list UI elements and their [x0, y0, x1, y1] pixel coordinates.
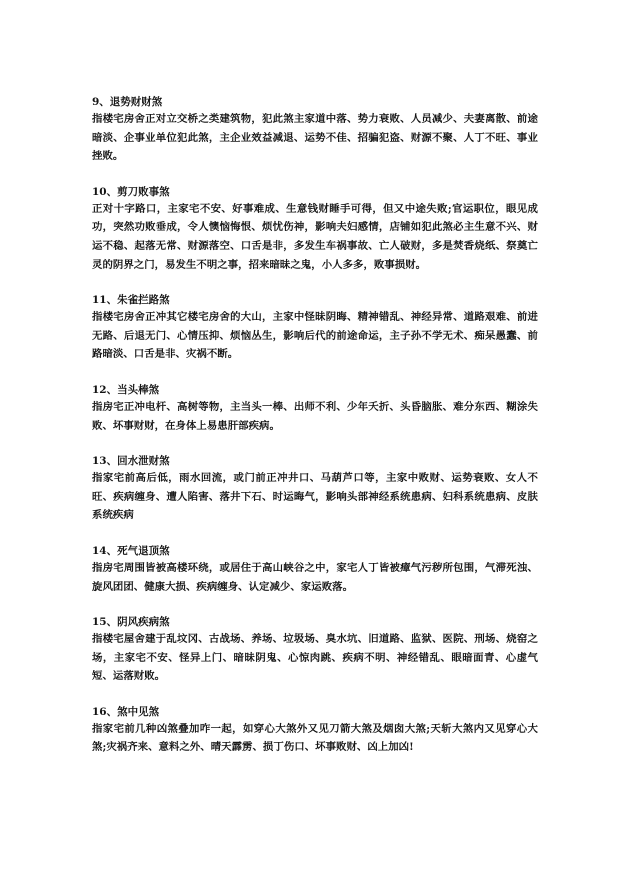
- section-title: 15、阴风疾病煞: [92, 616, 170, 629]
- section-9: [92, 94, 538, 166]
- section-title: 16、煞中见煞: [92, 705, 160, 718]
- section-title: 14、死气退顶煞: [92, 544, 170, 557]
- section-text: 指房宅正冲电杆、高树等物，主当头一棒、出师不利、少年夭折、头昏脑胀、难分东西、糊涂失败、坏事财财，在身体上易患肝部疾病。: [92, 400, 538, 432]
- section-text: 指楼宅房舍正对立交桥之类建筑物，犯此煞主家道中落、势力衰败、人员减少、夫妻离散、前途暗淡、企事业单位犯此煞，主企业效益减退、运势不佳、招骗犯盗、财源不聚、人丁不旺、事业挫败。: [92, 113, 538, 163]
- section-14: [92, 543, 538, 596]
- section-title: 12、当头棒煞: [92, 383, 160, 396]
- section-title: 9、退势财财煞: [92, 96, 163, 108]
- section-title: 10、剪刀败事煞: [92, 185, 170, 198]
- section-text: 指楼宅屋舍建于乱坟冈、古战场、养场、垃圾场、臭水坑、旧道路、监狱、医院、刑场、烧窑之场，主家宅不安、怪异上门、暗昧阴鬼、心惊肉跳、疾病不明、神经错乱、眼暗面青、心虚气短、运落财败。: [92, 633, 538, 683]
- section-text: 正对十字路口，主家宅不安、好事难成、生意钱财睡手可得，但又中途失败;官运职位，眼见成功，突然功败垂成，令人懊恼悔恨、烦忧伤神，影响夫妇感情，店铺如犯此煞必主生意不兴、财运不稳、起落无常、财源落空、口舌是非，多发生车祸事故、亡人破财，多是焚香烧纸、祭奠亡灵的阴界之门，易发生不明之事，招来暗昧之鬼，小人多多，败事损财。: [92, 202, 538, 271]
- document-page: [92, 94, 538, 775]
- section-11: [92, 292, 538, 364]
- section-title: 11、朱雀拦路煞: [92, 294, 170, 307]
- section-text: 指家宅前高后低，雨水回流，或门前正冲井口、马葫芦口等，主家中败财、运势衰败、女人不旺、疾病缠身、遭人陷害、落井下石、时运晦气，影响头部神经系统患病、妇科系统患病、皮肤系统疾病: [92, 472, 538, 522]
- section-15: [92, 614, 538, 686]
- section-16: [92, 704, 538, 757]
- section-text: 指家宅前几种凶煞叠加咋一起，如穿心大煞外又见刀箭大煞及烟囱大煞;天斩大煞内又见穿心大煞;灾祸齐来、意料之外、晴天霹雳、损丁伤口、坏事败财、凶上加凶!: [92, 722, 538, 754]
- section-12: [92, 382, 538, 435]
- section-13: [92, 453, 538, 525]
- section-text: 指房宅周围皆被高楼环绕，或居住于高山峡谷之中，家宅人丁皆被瘴气污秽所包围，气滞死浊、旋风团团、健康大损、疾病缠身、认定减少、家运败落。: [92, 561, 538, 593]
- section-text: 指楼宅房舍正冲其它楼宅房舍的大山，主家中怪昧阴晦、精神错乱、神经异常、道路艰难、前进无路、后退无门、心情压抑、烦恼丛生，影响后代的前途命运，主子孙不学无术、痴呆愚蠢、前路暗淡、口舌是非、灾祸不断。: [92, 311, 538, 361]
- section-10: [92, 184, 538, 274]
- section-title: 13、回水泄财煞: [92, 455, 170, 468]
